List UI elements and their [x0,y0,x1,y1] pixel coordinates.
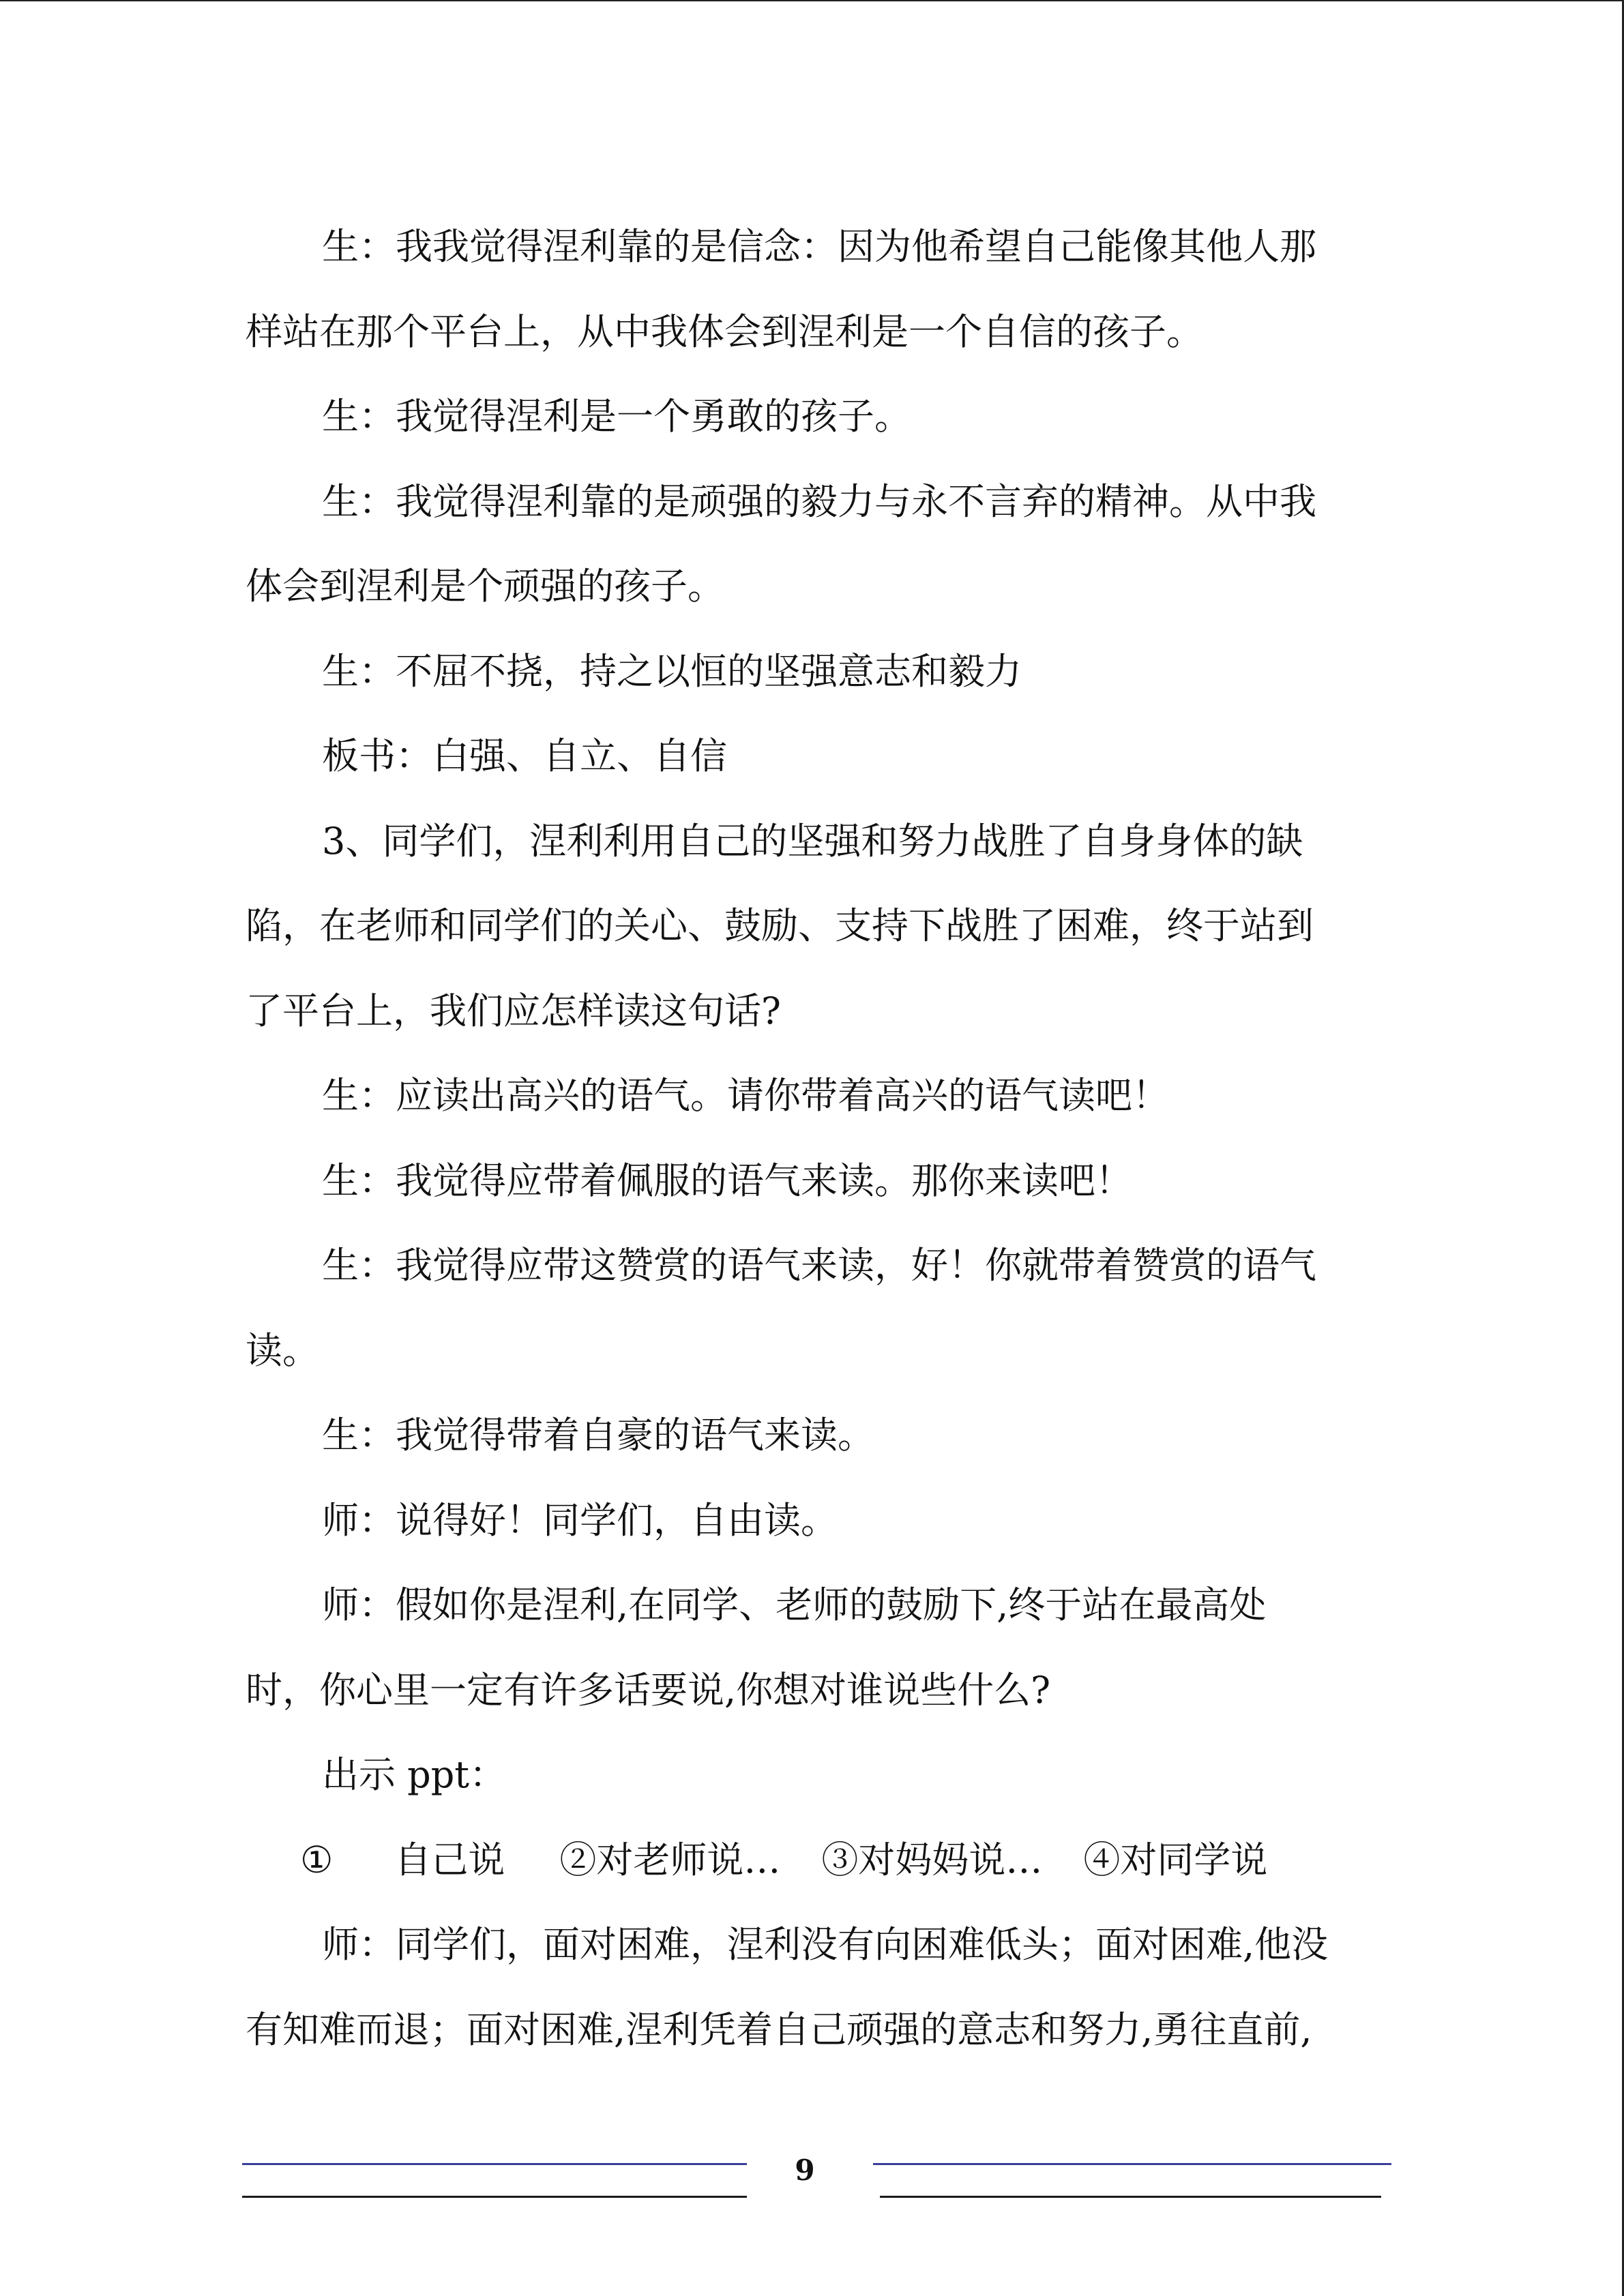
ppt-option-4: ④对同学说 [1083,1838,1268,1881]
footer-rule-right-black [880,2196,1381,2198]
paragraph: 师：同学们，面对困难，涅利没有向困难低头；面对困难,他没 [322,1923,1329,1966]
paragraph: 生：我觉得涅利靠的是顽强的毅力与永不言弃的精神。从中我 [322,479,1316,523]
document-body [246,205,1378,2072]
paragraph: 生：我我觉得涅利靠的是信念：因为他希望自己能像其他人那 [322,225,1316,268]
paragraph-continuation: 样站在那个平台上，从中我体会到涅利是一个自信的孩子。 [246,310,1203,353]
ppt-option-3: ③对妈妈说… [821,1838,1043,1881]
footer-rule-left-blue [242,2163,747,2165]
ppt-option-2: ②对老师说… [559,1838,781,1881]
paragraph: 3、同学们，涅利利用自己的坚强和努力战胜了自身身体的缺 [322,819,1303,863]
paragraph: 生：我觉得应带这赞赏的语气来读，好！你就带着赞赏的语气 [322,1244,1316,1287]
paragraph: 生：我觉得应带着佩服的语气来读。那你来读吧！ [322,1159,1132,1202]
paragraph-continuation: 读。 [246,1328,319,1372]
footer-rule-left-black [242,2196,747,2198]
paragraph: 师：假如你是涅利,在同学、老师的鼓励下,终于站在最高处 [322,1583,1267,1626]
ppt-heading: 出示 ppt： [322,1753,506,1796]
ppt-option-1: 自己说 [394,1838,505,1881]
paragraph: 师：说得好！同学们，自由读。 [322,1498,838,1542]
paragraph: 生：应读出高兴的语气。请你带着高兴的语气读吧！ [322,1074,1169,1117]
footer-rule-right-blue [873,2163,1391,2165]
paragraph-continuation: 了平台上，我们应怎样读这句话? [246,989,781,1032]
paragraph: 生：不屈不挠，持之以恒的坚强意志和毅力 [322,649,1022,693]
paragraph-continuation: 陷，在老师和同学们的关心、鼓励、支持下战胜了困难，终于站到 [246,904,1314,947]
paragraph-continuation: 体会到涅利是个顽强的孩子。 [246,565,724,608]
ppt-option-1-number: ① [300,1838,334,1881]
blackboard-note: 板书：白强、自立、自信 [322,734,727,777]
page-border-top [0,0,1624,1]
page-footer [0,2141,1624,2196]
paragraph-continuation: 有知难而退；面对困难,涅利凭着自己顽强的意志和努力,勇往直前, [246,2008,1312,2051]
paragraph: 生：我觉得带着自豪的语气来读。 [322,1414,874,1457]
ppt-options [246,1818,1378,1903]
page-number: 9 [795,2153,815,2187]
paragraph-continuation: 时，你心里一定有许多话要说,你想对谁说些什么? [246,1668,1051,1712]
paragraph: 生：我觉得涅利是一个勇敢的孩子。 [322,395,911,438]
